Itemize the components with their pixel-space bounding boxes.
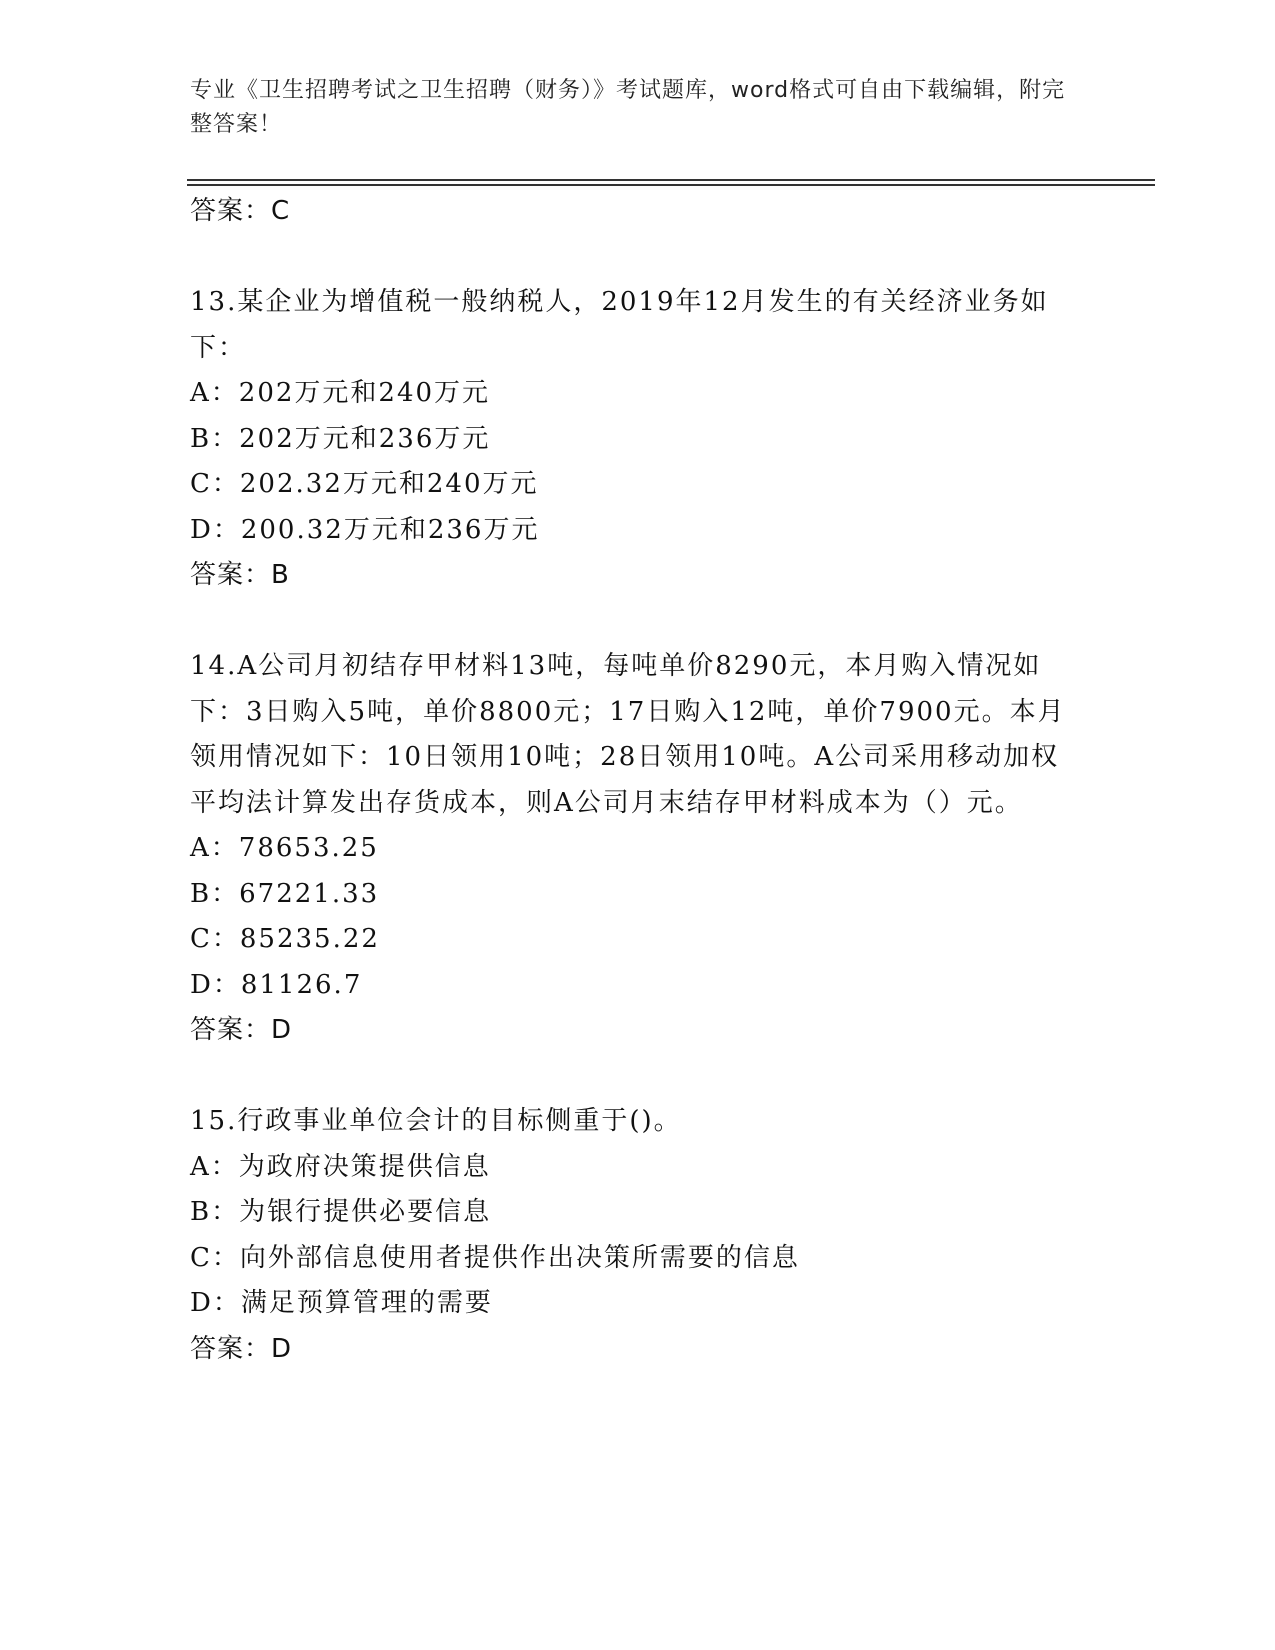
option-c: C：202.32万元和240万元: [190, 469, 539, 499]
question-content: [190, 189, 1080, 1372]
previous-answer: 答案：C: [190, 196, 291, 226]
spacer: [190, 599, 1080, 645]
option-c: C：85235.22: [190, 924, 380, 954]
question-text: 13.某企业为增值税一般纳税人，2019年12月发生的有关经济业务如下：: [190, 287, 1049, 363]
option-d: D：满足预算管理的需要: [190, 1288, 493, 1318]
answer-label: 答案：D: [190, 1333, 293, 1364]
option-d: D：81126.7: [190, 969, 363, 1000]
option-b: B：202万元和236万元: [190, 423, 491, 454]
spacer: [190, 1054, 1080, 1100]
header-divider-top: [187, 179, 1155, 181]
option-a: A：为政府决策提供信息: [190, 1151, 491, 1182]
option-b: B：67221.33: [190, 878, 380, 909]
option-c: C：向外部信息使用者提供作出决策所需要的信息: [190, 1242, 800, 1273]
spacer: [190, 235, 1080, 281]
answer-label: 答案：B: [190, 560, 290, 590]
question-block-14: [190, 644, 1080, 1054]
question-text: 14.A公司月初结存甲材料13吨，每吨单价8290元，本月购入情况如下：3日购入5吨，单价8800元；17日购入12吨，单价7900元。本月领用情况如下：10日领用10吨；28日领用10吨。A公司采用移动加权平均法计算发出存货成本，则A公司月末结存甲材料成本为（）元。: [190, 651, 1066, 818]
option-a: A：202万元和240万元: [190, 378, 491, 408]
option-a: A：78653.25: [190, 833, 379, 863]
answer-label: 答案：D: [190, 1015, 293, 1045]
question-text: 15.行政事业单位会计的目标侧重于()。: [190, 1106, 682, 1136]
document-header: 专业《卫生招聘考试之卫生招聘（财务）》考试题库，word格式可自由下载编辑，附完整答案！: [190, 78, 1066, 137]
question-block-15: [190, 1099, 1080, 1372]
option-d: D：200.32万元和236万元: [190, 514, 540, 545]
header-divider-bottom: [187, 184, 1155, 186]
question-block-13: [190, 280, 1080, 599]
option-b: B：为银行提供必要信息: [190, 1197, 492, 1227]
